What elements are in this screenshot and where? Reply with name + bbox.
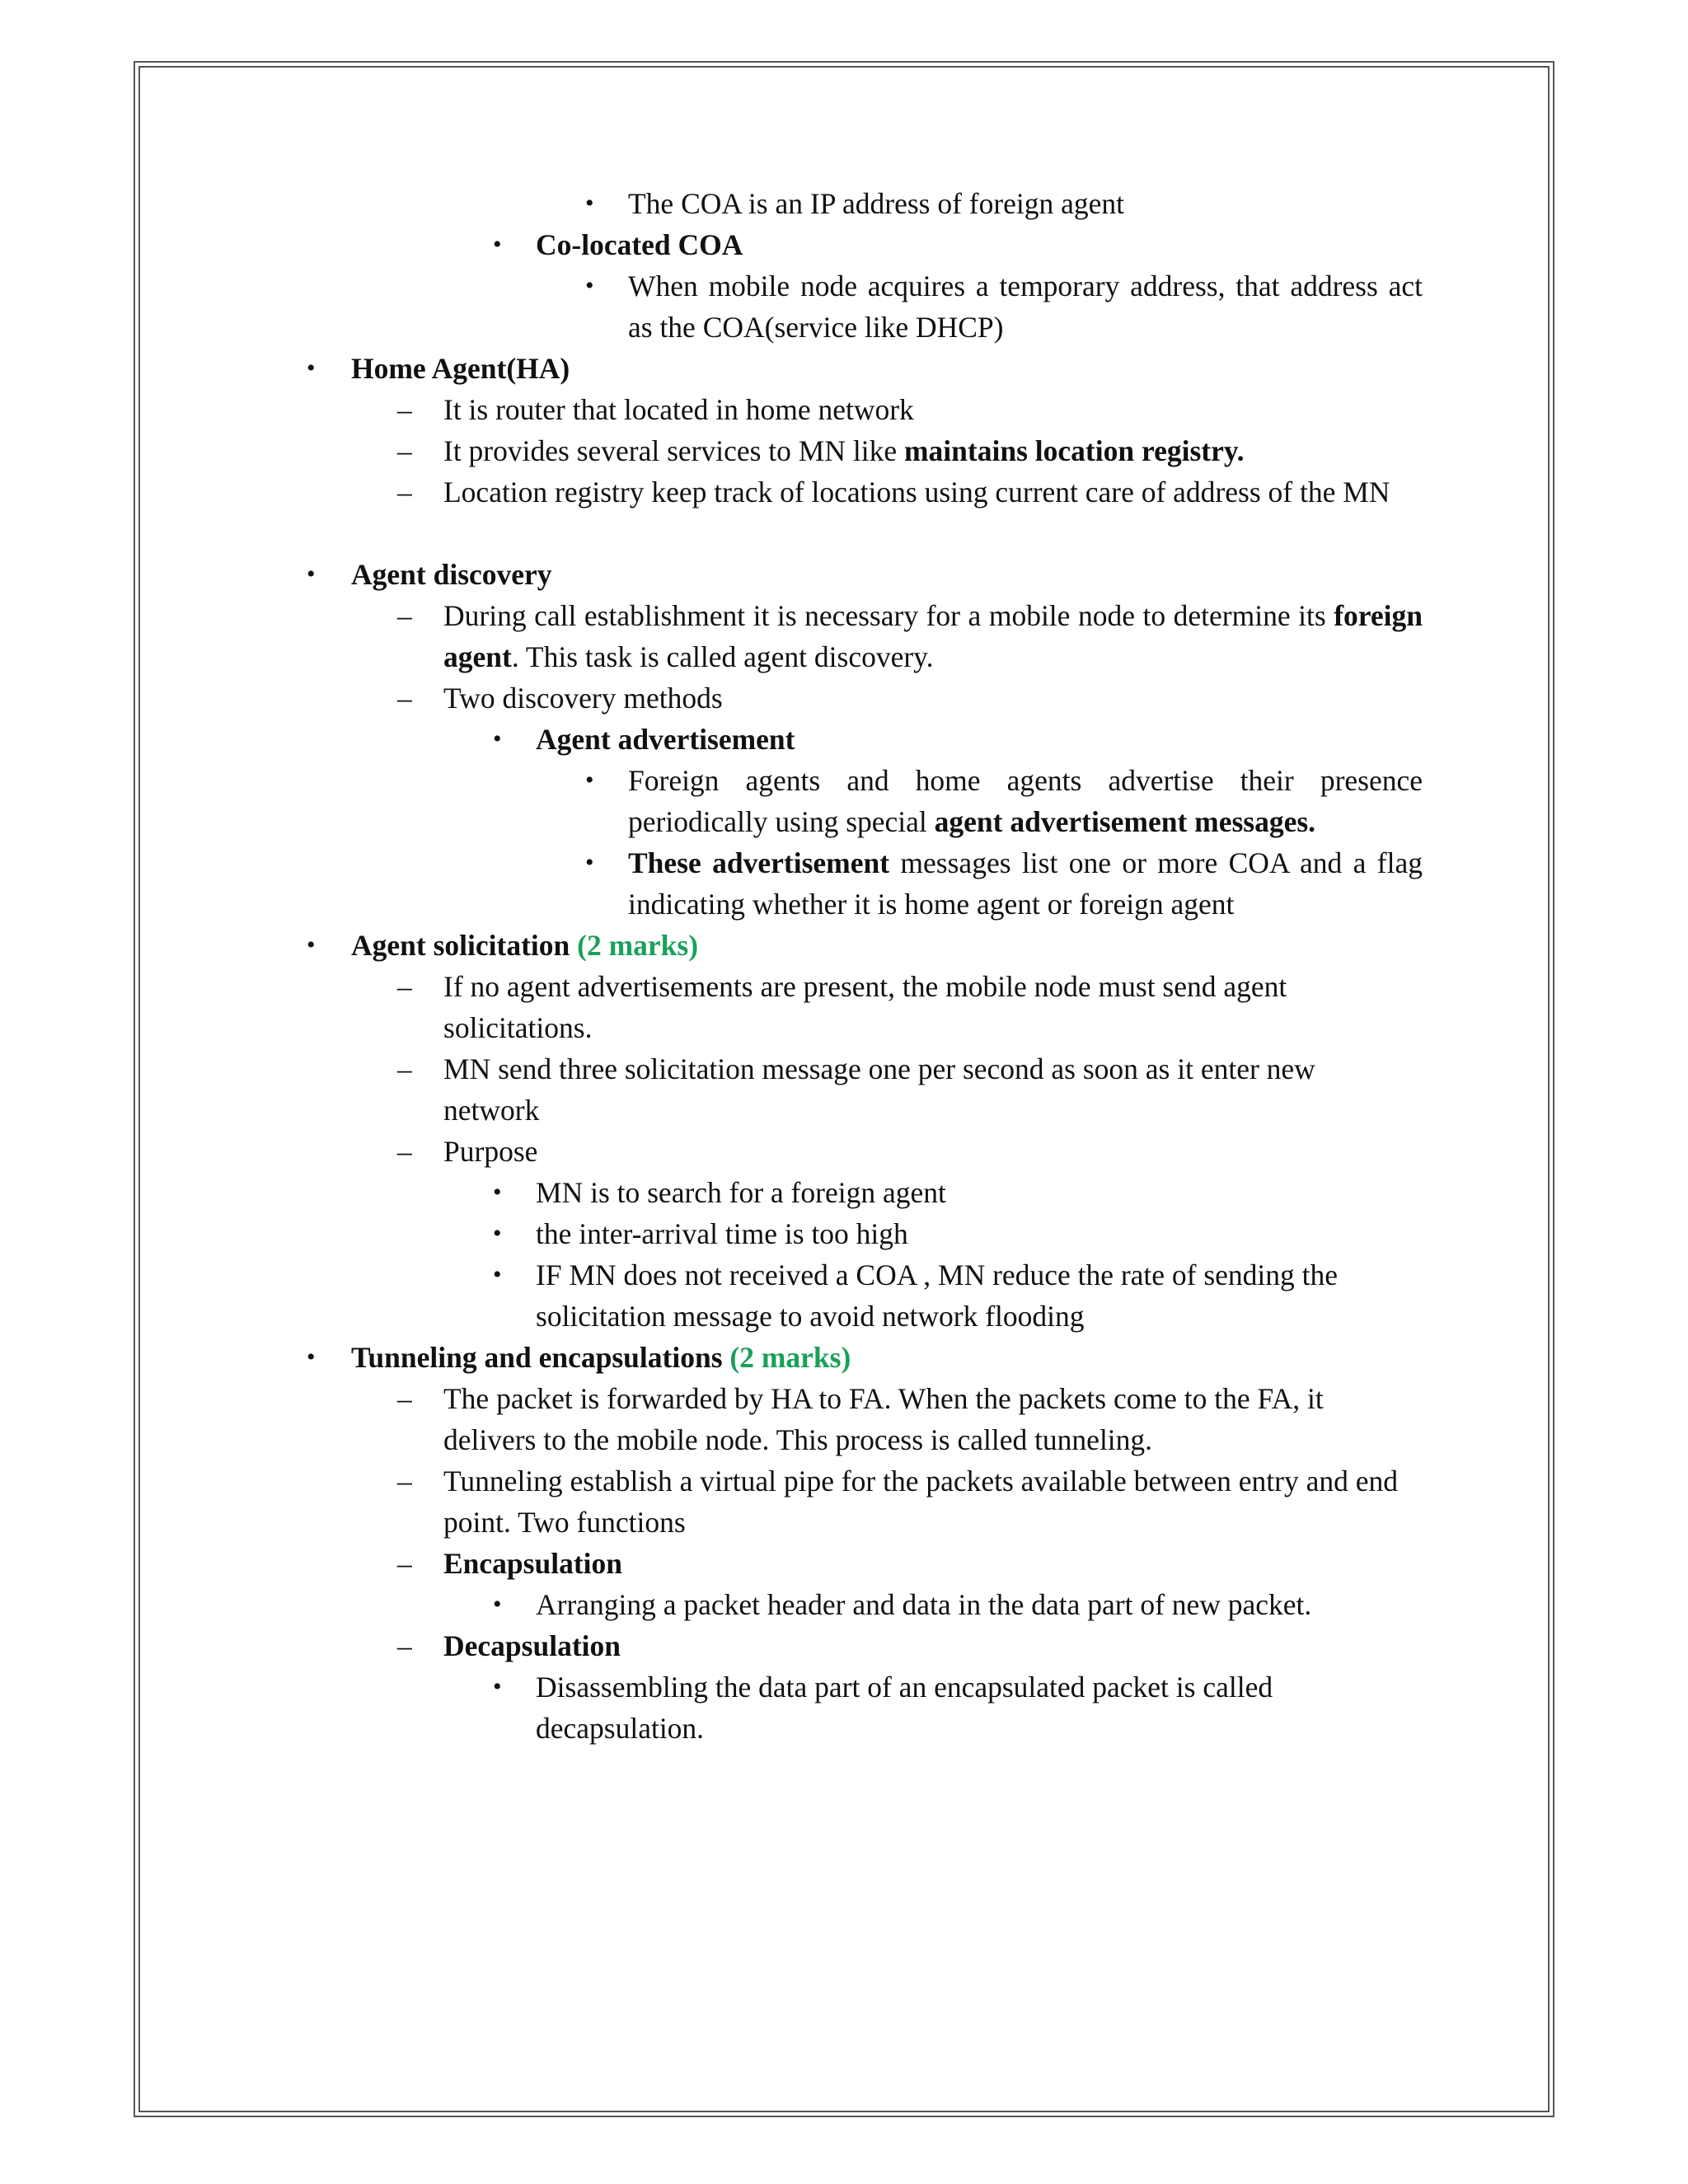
list-item: [0, 719, 1688, 760]
list-item: [0, 760, 1688, 842]
list-item: [0, 1460, 1688, 1543]
dash-marker: –: [397, 1052, 412, 1085]
bullet-marker: •: [493, 1261, 502, 1288]
list-item: [0, 265, 1688, 348]
bullet-marker: •: [585, 849, 594, 876]
dash-marker: –: [397, 1382, 412, 1415]
list-item-text: [628, 842, 1423, 925]
list-item-text: If no agent advertisements are present, the mobile node must send agent solicitations.: [443, 970, 1287, 1044]
list-item: [0, 430, 1688, 471]
list-item-text: MN send three solicitation message one per second as soon as it enter new network: [443, 1052, 1315, 1127]
section-heading: [351, 1337, 1423, 1378]
list-item-text: When mobile node acquires a temporary address, that address act as the COA(service like DHCP): [628, 269, 1423, 344]
list-item: [0, 1254, 1688, 1337]
list-item: [0, 1337, 1688, 1378]
dash-marker: –: [397, 970, 412, 1003]
bullet-marker: •: [493, 1220, 502, 1247]
bullet-marker: •: [493, 1591, 502, 1618]
dash-marker: –: [397, 476, 412, 509]
list-item: [0, 1666, 1688, 1749]
text-span: messages list one or more COA and a flag indicating whether it is home agent or foreign agent: [628, 846, 1423, 921]
section-subheading: Co-located COA: [536, 228, 743, 261]
list-item: [0, 1625, 1688, 1666]
list-item-text: Location registry keep track of locations using current care of address of the MN: [443, 476, 1390, 509]
list-item: [0, 1584, 1688, 1625]
text-span: Foreign agents and home agents advertise their presence periodically using special: [628, 764, 1423, 838]
dash-marker: –: [397, 1465, 412, 1497]
list-item: [0, 1213, 1688, 1254]
list-item-text: Two discovery methods: [443, 682, 723, 715]
list-item: [0, 1378, 1688, 1460]
bullet-marker: •: [493, 1179, 502, 1206]
bold-text: agent advertisement messages.: [934, 805, 1316, 838]
list-item: [0, 1048, 1688, 1131]
bullet-marker: •: [307, 560, 316, 588]
list-item: [0, 389, 1688, 430]
list-item-text: the inter-arrival time is too high: [536, 1217, 908, 1250]
list-item: [0, 471, 1688, 554]
bullet-marker: •: [493, 725, 502, 752]
heading-text: Tunneling and encapsulations: [351, 1341, 723, 1374]
list-item-text: The COA is an IP address of foreign agent: [628, 187, 1125, 220]
list-item: [0, 224, 1688, 265]
list-item-text: The packet is forwarded by HA to FA. When the packets come to the FA, it delivers to the mobile node. This process is called tunneling.: [443, 1382, 1324, 1456]
list-item: [0, 677, 1688, 719]
bullet-marker: •: [307, 354, 316, 382]
list-item-text: [628, 760, 1423, 842]
dash-marker: –: [397, 393, 412, 426]
text-span: It provides several services to MN like: [443, 434, 904, 467]
list-item-text: Arranging a packet header and data in the data part of new packet.: [536, 1588, 1312, 1621]
list-item: [0, 183, 1688, 224]
marks-badge: (2 marks): [729, 1341, 851, 1374]
list-item: [0, 1172, 1688, 1213]
bold-text: These advertisement: [628, 846, 890, 879]
bullet-marker: •: [585, 190, 594, 217]
bullet-marker: •: [585, 766, 594, 794]
marks-badge: (2 marks): [577, 929, 699, 962]
dash-marker: –: [397, 599, 412, 632]
list-item: [0, 1131, 1688, 1172]
dash-marker: –: [397, 1629, 412, 1662]
bullet-marker: •: [585, 272, 594, 299]
list-item-text: Disassembling the data part of an encapsulated packet is called decapsulation.: [536, 1671, 1273, 1745]
section-subheading: Agent advertisement: [536, 723, 795, 756]
bold-text: maintains location registry.: [903, 434, 1245, 467]
list-item: [0, 966, 1688, 1048]
text-span: During call establishment it is necessary for a mobile node to determine its: [443, 599, 1334, 632]
list-item: [0, 925, 1688, 966]
dash-marker: –: [397, 1135, 412, 1168]
list-item-text: [443, 595, 1423, 677]
section-subheading: Decapsulation: [443, 1629, 621, 1662]
dash-marker: –: [397, 1547, 412, 1580]
bold-text: foreign agent: [443, 599, 1423, 673]
heading-text: Agent solicitation: [351, 929, 570, 962]
list-item: [0, 1543, 1688, 1584]
section-heading: Home Agent(HA): [351, 352, 570, 385]
list-item-text: Purpose: [443, 1135, 538, 1168]
dash-marker: –: [397, 434, 412, 467]
section-subheading: Encapsulation: [443, 1547, 623, 1580]
list-item-text: [443, 430, 1423, 471]
list-item: [0, 348, 1688, 389]
section-heading: Agent discovery: [351, 558, 552, 591]
list-item: [0, 595, 1688, 677]
list-item-text: IF MN does not received a COA , MN reduce the rate of sending the solicitation message to avoid network flooding: [536, 1258, 1339, 1333]
bullet-marker: •: [307, 1343, 316, 1371]
section-heading: [351, 925, 1423, 966]
bullet-marker: •: [493, 1673, 502, 1700]
bullet-marker: •: [307, 931, 316, 958]
document-body: [0, 183, 1688, 1749]
list-item: [0, 842, 1688, 925]
list-item-text: Tunneling establish a virtual pipe for the packets available between entry and end point. Two functions: [443, 1465, 1398, 1539]
dash-marker: –: [397, 682, 412, 715]
text-span: . This task is called agent discovery.: [511, 640, 934, 673]
list-item-text: It is router that located in home network: [443, 393, 914, 426]
bullet-marker: •: [493, 231, 502, 258]
list-item-text: MN is to search for a foreign agent: [536, 1176, 946, 1209]
list-item: [0, 554, 1688, 595]
